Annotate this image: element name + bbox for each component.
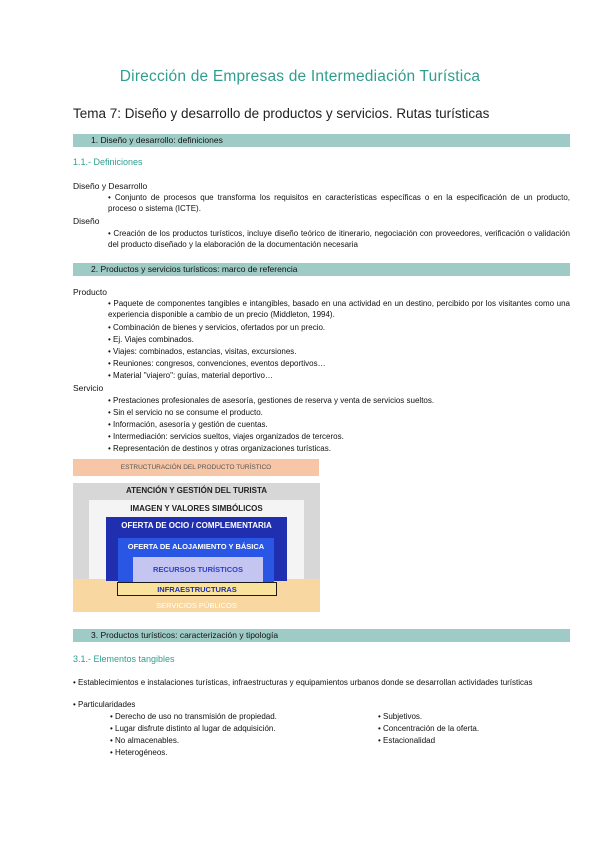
diagram-label-servicios-publicos: SERVICIOS PÚBLICOS bbox=[156, 601, 237, 610]
producto-item: • Paquete de componentes tangibles e intangibles, basado en una actividad en un destino, percibido por los visitantes como una experiencia disponible a cambio de un precio (Middleton, 1994). bbox=[108, 299, 570, 319]
servicio-item: • Intermediación: servicios sueltos, viajes organizados de terceros. bbox=[108, 432, 344, 441]
servicio-label: Servicio bbox=[73, 383, 104, 393]
document-title: Dirección de Empresas de Intermediación Turística bbox=[119, 68, 481, 85]
particularidad-item: • No almacenables. bbox=[110, 736, 180, 745]
particularidad-item: • Concentración de la oferta. bbox=[378, 724, 480, 733]
producto-item: • Material "viajero": guías, material deportivo… bbox=[108, 371, 273, 380]
diagram-label-imagen: IMAGEN Y VALORES SIMBÓLICOS bbox=[130, 504, 263, 513]
particularidad-item: • Lugar disfrute distinto al lugar de adquisición. bbox=[110, 724, 276, 733]
producto-item: • Reuniones: congresos, convenciones, eventos deportivos… bbox=[108, 359, 326, 368]
diagram-title: ESTRUCTURACIÓN DEL PRODUCTO TURÍSTICO bbox=[73, 459, 319, 476]
term-diseno-definition: • Creación de los productos turísticos, incluye diseño teórico de itinerario, negociación con proveedores, verificación o validación del producto diseñado y la elaboración de la documentación necesaria bbox=[108, 229, 570, 249]
particularidades-right-column bbox=[378, 711, 479, 747]
particularidad-item: • Derecho de uso no transmisión de propiedad. bbox=[110, 712, 277, 721]
section-2-heading: 2. Productos y servicios turísticos: marco de referencia bbox=[73, 263, 570, 276]
particularidad-item: • Subjetivos. bbox=[378, 712, 423, 721]
section-1-heading: 1. Diseño y desarrollo: definiciones bbox=[73, 134, 570, 147]
particularidad-item: • Heterogéneos. bbox=[110, 748, 168, 757]
diagram-label-alojamiento: OFERTA DE ALOJAMIENTO Y BÁSICA bbox=[127, 542, 265, 551]
term-diseno-y-desarrollo: Diseño y Desarrollo bbox=[73, 181, 148, 191]
servicio-item: • Sin el servicio no se consume el producto. bbox=[108, 408, 263, 417]
tangible-elements-intro: • Establecimientos e instalaciones turísticas, infraestructuras y equipamientos urbanos donde se desarrollan actividades turísticas bbox=[73, 678, 533, 687]
particularidades-label: • Particularidades bbox=[73, 700, 136, 709]
particularidades-left-column bbox=[110, 711, 277, 759]
section-1-1-subheading: 1.1.- Definiciones bbox=[73, 157, 143, 167]
producto-item: • Combinación de bienes y servicios, ofertados por un precio. bbox=[108, 323, 326, 332]
topic-title: Tema 7: Diseño y desarrollo de productos y servicios. Rutas turísticas bbox=[73, 106, 490, 121]
producto-item: • Viajes: combinados, estancias, visitas, excursiones. bbox=[108, 347, 297, 356]
diagram-label-infraestructuras: INFRAESTRUCTURAS bbox=[157, 585, 237, 594]
diagram-label-recursos: RECURSOS TURÍSTICOS bbox=[152, 565, 243, 574]
term-diseno: Diseño bbox=[73, 216, 100, 226]
diagram-label-ocio: OFERTA DE OCIO / COMPLEMENTARIA bbox=[121, 521, 272, 530]
producto-item: • Ej. Viajes combinados. bbox=[108, 335, 194, 344]
term-diseno-y-desarrollo-definition: • Conjunto de procesos que transforma los requisitos en características específicas o en la especificación de un producto, proceso o sistema (ICTE). bbox=[108, 193, 570, 213]
section-3-heading: 3. Productos turísticos: caracterización y tipología bbox=[73, 629, 570, 642]
servicio-item: • Información, asesoría y gestión de cuentas. bbox=[108, 420, 268, 429]
particularidad-item: • Estacionalidad bbox=[378, 736, 436, 745]
servicio-item: • Prestaciones profesionales de asesoría, gestiones de reserva y venta de servicios sueltos. bbox=[108, 396, 435, 405]
section-3-1-subheading: 3.1.- Elementos tangibles bbox=[73, 654, 175, 664]
diagram-label-atencion: ATENCIÓN Y GESTIÓN DEL TURISTA bbox=[125, 486, 268, 495]
servicio-item: • Representación de destinos y otras organizaciones turísticas. bbox=[108, 444, 331, 453]
producto-label: Producto bbox=[73, 287, 108, 297]
